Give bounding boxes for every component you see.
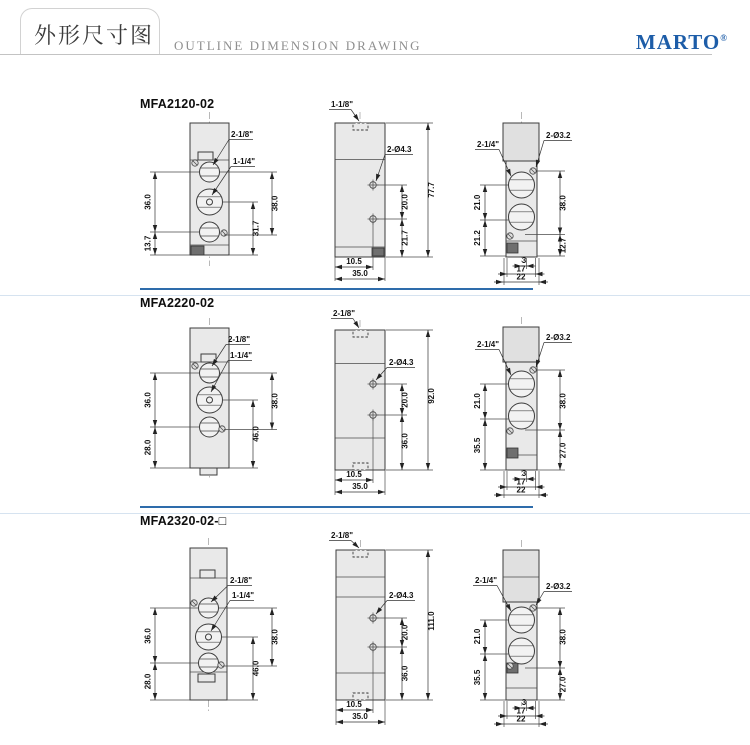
dim-label: 36.0 xyxy=(143,628,153,644)
dim-arrow xyxy=(483,647,487,654)
dim-label: 38.0 xyxy=(270,393,280,409)
port-circle xyxy=(509,607,535,633)
dim-label: 10.5 xyxy=(346,257,362,266)
dim-label: 27.0 xyxy=(558,442,568,459)
dim-label: 38.0 xyxy=(558,393,568,409)
dim-label: 13.7 xyxy=(143,235,153,252)
dim-arrow xyxy=(558,608,562,615)
dim-label: 10.5 xyxy=(346,700,362,709)
dim-label: 17 xyxy=(516,477,526,487)
leader-label: 2-1/8" xyxy=(228,335,251,344)
dim-arrow xyxy=(483,412,487,419)
port-center-hole xyxy=(207,397,213,403)
model-title-mfa2220: MFA2220-02 xyxy=(140,296,215,310)
dim-arrow xyxy=(500,714,507,718)
leader-label: 1-1/4" xyxy=(230,351,253,360)
dim-arrow xyxy=(496,722,503,726)
port-circle xyxy=(199,598,219,618)
dim-arrow xyxy=(153,663,157,670)
dim-label: 111.0 xyxy=(427,611,436,631)
dim-label: 22 xyxy=(516,485,526,495)
dim-label: 3 xyxy=(521,698,527,707)
thread-notch xyxy=(353,123,368,130)
dim-arrow xyxy=(400,408,404,415)
dim-arrow xyxy=(558,693,562,700)
dim-label: 3 xyxy=(521,256,527,265)
dim-label: 36.0 xyxy=(400,433,410,449)
leader-label: 2-1/8" xyxy=(230,576,253,585)
dim-arrow xyxy=(251,693,255,700)
leader-label: 2-Ø4.3 xyxy=(389,358,414,367)
port-circle xyxy=(509,204,535,230)
page-title-cn: 外形尺寸图 xyxy=(34,24,155,49)
leader-arrow xyxy=(353,114,361,122)
dim-arrow xyxy=(251,400,255,407)
dim-label: 20.0 xyxy=(400,392,410,408)
view-mfa2120-side xyxy=(329,100,436,281)
valve-body xyxy=(335,123,385,257)
dim-arrow xyxy=(539,280,546,284)
exhaust-block xyxy=(372,248,384,256)
dim-arrow xyxy=(153,373,157,380)
port-circle xyxy=(509,638,535,664)
dim-arrow xyxy=(483,419,487,426)
valve-body xyxy=(200,570,215,578)
dim-label: 35.0 xyxy=(352,712,368,721)
dim-arrow xyxy=(270,423,274,430)
dim-arrow xyxy=(483,220,487,227)
dim-label: 17 xyxy=(516,706,526,716)
dim-label: 38.0 xyxy=(270,195,280,212)
dim-arrow xyxy=(426,123,430,130)
port-circle xyxy=(200,417,220,437)
dim-label: 35.5 xyxy=(473,437,482,454)
dim-arrow xyxy=(336,720,343,724)
port-circle xyxy=(199,653,219,673)
view-mfa2120-back xyxy=(473,112,572,285)
dim-label: 36.0 xyxy=(400,665,410,682)
exhaust-block xyxy=(507,448,518,458)
leader-label: 1-1/8" xyxy=(331,100,354,109)
dim-label: 35.0 xyxy=(352,482,368,491)
dim-arrow xyxy=(558,423,562,430)
dim-arrow xyxy=(153,427,157,434)
view-mfa2320-back xyxy=(473,540,572,727)
dim-arrow xyxy=(400,618,404,625)
dim-arrow xyxy=(400,384,404,391)
leader-label: 2-Ø3.2 xyxy=(546,131,571,140)
exhaust-block xyxy=(191,246,204,255)
dim-arrow xyxy=(335,277,342,281)
dim-arrow xyxy=(426,330,430,337)
dim-arrow xyxy=(426,463,430,470)
valve-body xyxy=(335,330,385,470)
dim-arrow xyxy=(539,722,546,726)
model-title-mfa2320: MFA2320-02-□ xyxy=(140,514,227,528)
dim-arrow xyxy=(527,264,534,268)
dim-label: 3 xyxy=(521,469,527,478)
dim-arrow xyxy=(378,277,385,281)
dim-label: 22 xyxy=(516,714,526,724)
dim-arrow xyxy=(153,693,157,700)
dim-arrow xyxy=(426,550,430,557)
dim-arrow xyxy=(270,373,274,380)
dim-arrow xyxy=(527,477,534,481)
dim-label: 31.7 xyxy=(251,220,261,237)
thread-notch xyxy=(353,550,368,557)
dim-label: 10.5 xyxy=(346,470,362,479)
exhaust-block xyxy=(507,243,518,253)
dim-arrow xyxy=(558,370,562,377)
valve-top-block xyxy=(503,550,539,602)
dim-arrow xyxy=(336,708,343,712)
dim-arrow xyxy=(558,463,562,470)
dim-arrow xyxy=(153,420,157,427)
dim-label: 38.0 xyxy=(558,195,568,211)
port-center-hole xyxy=(207,199,213,205)
dim-arrow xyxy=(251,202,255,209)
dim-label: 35.0 xyxy=(352,269,368,278)
valve-body xyxy=(198,674,215,682)
port-circle xyxy=(200,363,220,383)
thread-notch xyxy=(353,463,368,470)
dim-label: 22 xyxy=(516,272,526,282)
port-center-hole xyxy=(206,634,212,640)
dim-arrow xyxy=(500,485,507,489)
dim-label: 92.0 xyxy=(427,388,436,404)
dim-arrow xyxy=(400,250,404,257)
dim-arrow xyxy=(483,213,487,220)
dim-label: 46.0 xyxy=(251,426,261,442)
dim-label: 20.0 xyxy=(400,624,410,641)
dim-arrow xyxy=(153,461,157,468)
model-title-mfa2120: MFA2120-02 xyxy=(140,97,215,111)
dim-arrow xyxy=(539,493,546,497)
view-mfa2320-front xyxy=(144,538,280,712)
dim-arrow xyxy=(335,490,342,494)
dim-label: 21.2 xyxy=(473,230,482,246)
dim-arrow xyxy=(483,654,487,661)
view-mfa2220-back xyxy=(473,317,572,498)
dim-arrow xyxy=(483,620,487,627)
dim-arrow xyxy=(153,656,157,663)
leader-label: 2-1/4" xyxy=(477,140,500,149)
dim-label: 46.0 xyxy=(251,660,261,677)
dim-arrow xyxy=(335,265,342,269)
dim-label: 17 xyxy=(516,264,526,274)
dim-label: 28.0 xyxy=(143,673,153,690)
dim-label: 20.0 xyxy=(400,194,410,210)
dim-arrow xyxy=(496,280,503,284)
dim-arrow xyxy=(558,171,562,178)
leader-label: 2-1/4" xyxy=(477,340,500,349)
dim-arrow xyxy=(251,248,255,255)
leader-label: 2-1/8" xyxy=(333,309,356,318)
dim-arrow xyxy=(400,693,404,700)
dim-label: 21.0 xyxy=(473,194,482,211)
dim-label: 21.7 xyxy=(400,230,410,246)
dim-arrow xyxy=(483,693,487,700)
dim-arrow xyxy=(400,415,404,422)
leader-label: 2-Ø4.3 xyxy=(389,591,414,600)
valve-top-block xyxy=(503,123,539,161)
dim-label: 36.0 xyxy=(143,194,153,210)
dim-label: 38.0 xyxy=(270,629,280,645)
leader-label: 1-1/4" xyxy=(232,591,255,600)
port-circle xyxy=(200,222,220,242)
dim-label: 21.0 xyxy=(473,393,482,409)
dim-arrow xyxy=(426,250,430,257)
dim-arrow xyxy=(483,463,487,470)
port-circle xyxy=(509,172,535,198)
leader-label: 2-1/4" xyxy=(475,576,498,585)
dim-arrow xyxy=(483,249,487,256)
dim-arrow xyxy=(400,212,404,219)
dim-arrow xyxy=(400,219,404,226)
dim-arrow xyxy=(153,232,157,239)
dim-arrow xyxy=(378,490,385,494)
view-mfa2320-side xyxy=(329,531,436,725)
dim-arrow xyxy=(270,172,274,179)
dim-arrow xyxy=(558,430,562,437)
dim-label: 35.5 xyxy=(473,669,482,686)
dim-arrow xyxy=(558,228,562,235)
dim-arrow xyxy=(378,720,385,724)
dim-arrow xyxy=(153,225,157,232)
dim-label: 27.0 xyxy=(558,676,568,693)
dim-label: 21.0 xyxy=(473,628,482,645)
port-circle xyxy=(509,371,535,397)
leader-label: 2-Ø3.2 xyxy=(546,333,571,342)
valve-body xyxy=(336,550,385,700)
view-mfa2220-side xyxy=(331,309,436,495)
dim-label: 36.0 xyxy=(143,392,153,408)
dim-arrow xyxy=(251,461,255,468)
valve-top-block xyxy=(503,327,539,362)
dim-arrow xyxy=(270,228,274,235)
dim-arrow xyxy=(558,661,562,668)
leader-label: 2-Ø3.2 xyxy=(546,582,571,591)
dim-arrow xyxy=(251,637,255,644)
dim-arrow xyxy=(558,668,562,675)
valve-body xyxy=(198,152,213,160)
view-mfa2120-front xyxy=(144,112,280,266)
dim-arrow xyxy=(400,185,404,192)
dim-arrow xyxy=(483,185,487,192)
leader-label: 2-1/8" xyxy=(231,130,254,139)
dim-arrow xyxy=(270,608,274,615)
dim-arrow xyxy=(335,478,342,482)
view-mfa2220-front xyxy=(144,318,280,480)
dim-arrow xyxy=(483,384,487,391)
dim-arrow xyxy=(153,172,157,179)
dim-label: 28.0 xyxy=(143,439,153,456)
port-circle xyxy=(200,162,220,182)
leader-label: 2-Ø4.3 xyxy=(387,145,412,154)
thread-notch xyxy=(353,693,368,700)
brand-text: MARTO xyxy=(635,30,721,54)
page-subtitle: OUTLINE DIMENSION DRAWING xyxy=(174,38,422,53)
port-circle xyxy=(509,403,535,429)
dim-arrow xyxy=(400,647,404,654)
dim-label: 12.7 xyxy=(558,237,568,254)
dim-arrow xyxy=(153,248,157,255)
dim-label: 38.0 xyxy=(558,629,568,645)
dim-arrow xyxy=(500,272,507,276)
dim-arrow xyxy=(426,693,430,700)
dim-label: 77.7 xyxy=(427,182,436,198)
brand-reg-mark: ® xyxy=(720,33,728,43)
leader-label: 1-1/4" xyxy=(233,157,256,166)
leader-label: 2-1/8" xyxy=(331,531,354,540)
dim-arrow xyxy=(527,706,534,710)
dim-arrow xyxy=(270,659,274,666)
valve-body xyxy=(200,468,217,475)
dim-arrow xyxy=(153,608,157,615)
thread-notch xyxy=(353,330,368,337)
dim-arrow xyxy=(400,463,404,470)
dim-arrow xyxy=(496,493,503,497)
